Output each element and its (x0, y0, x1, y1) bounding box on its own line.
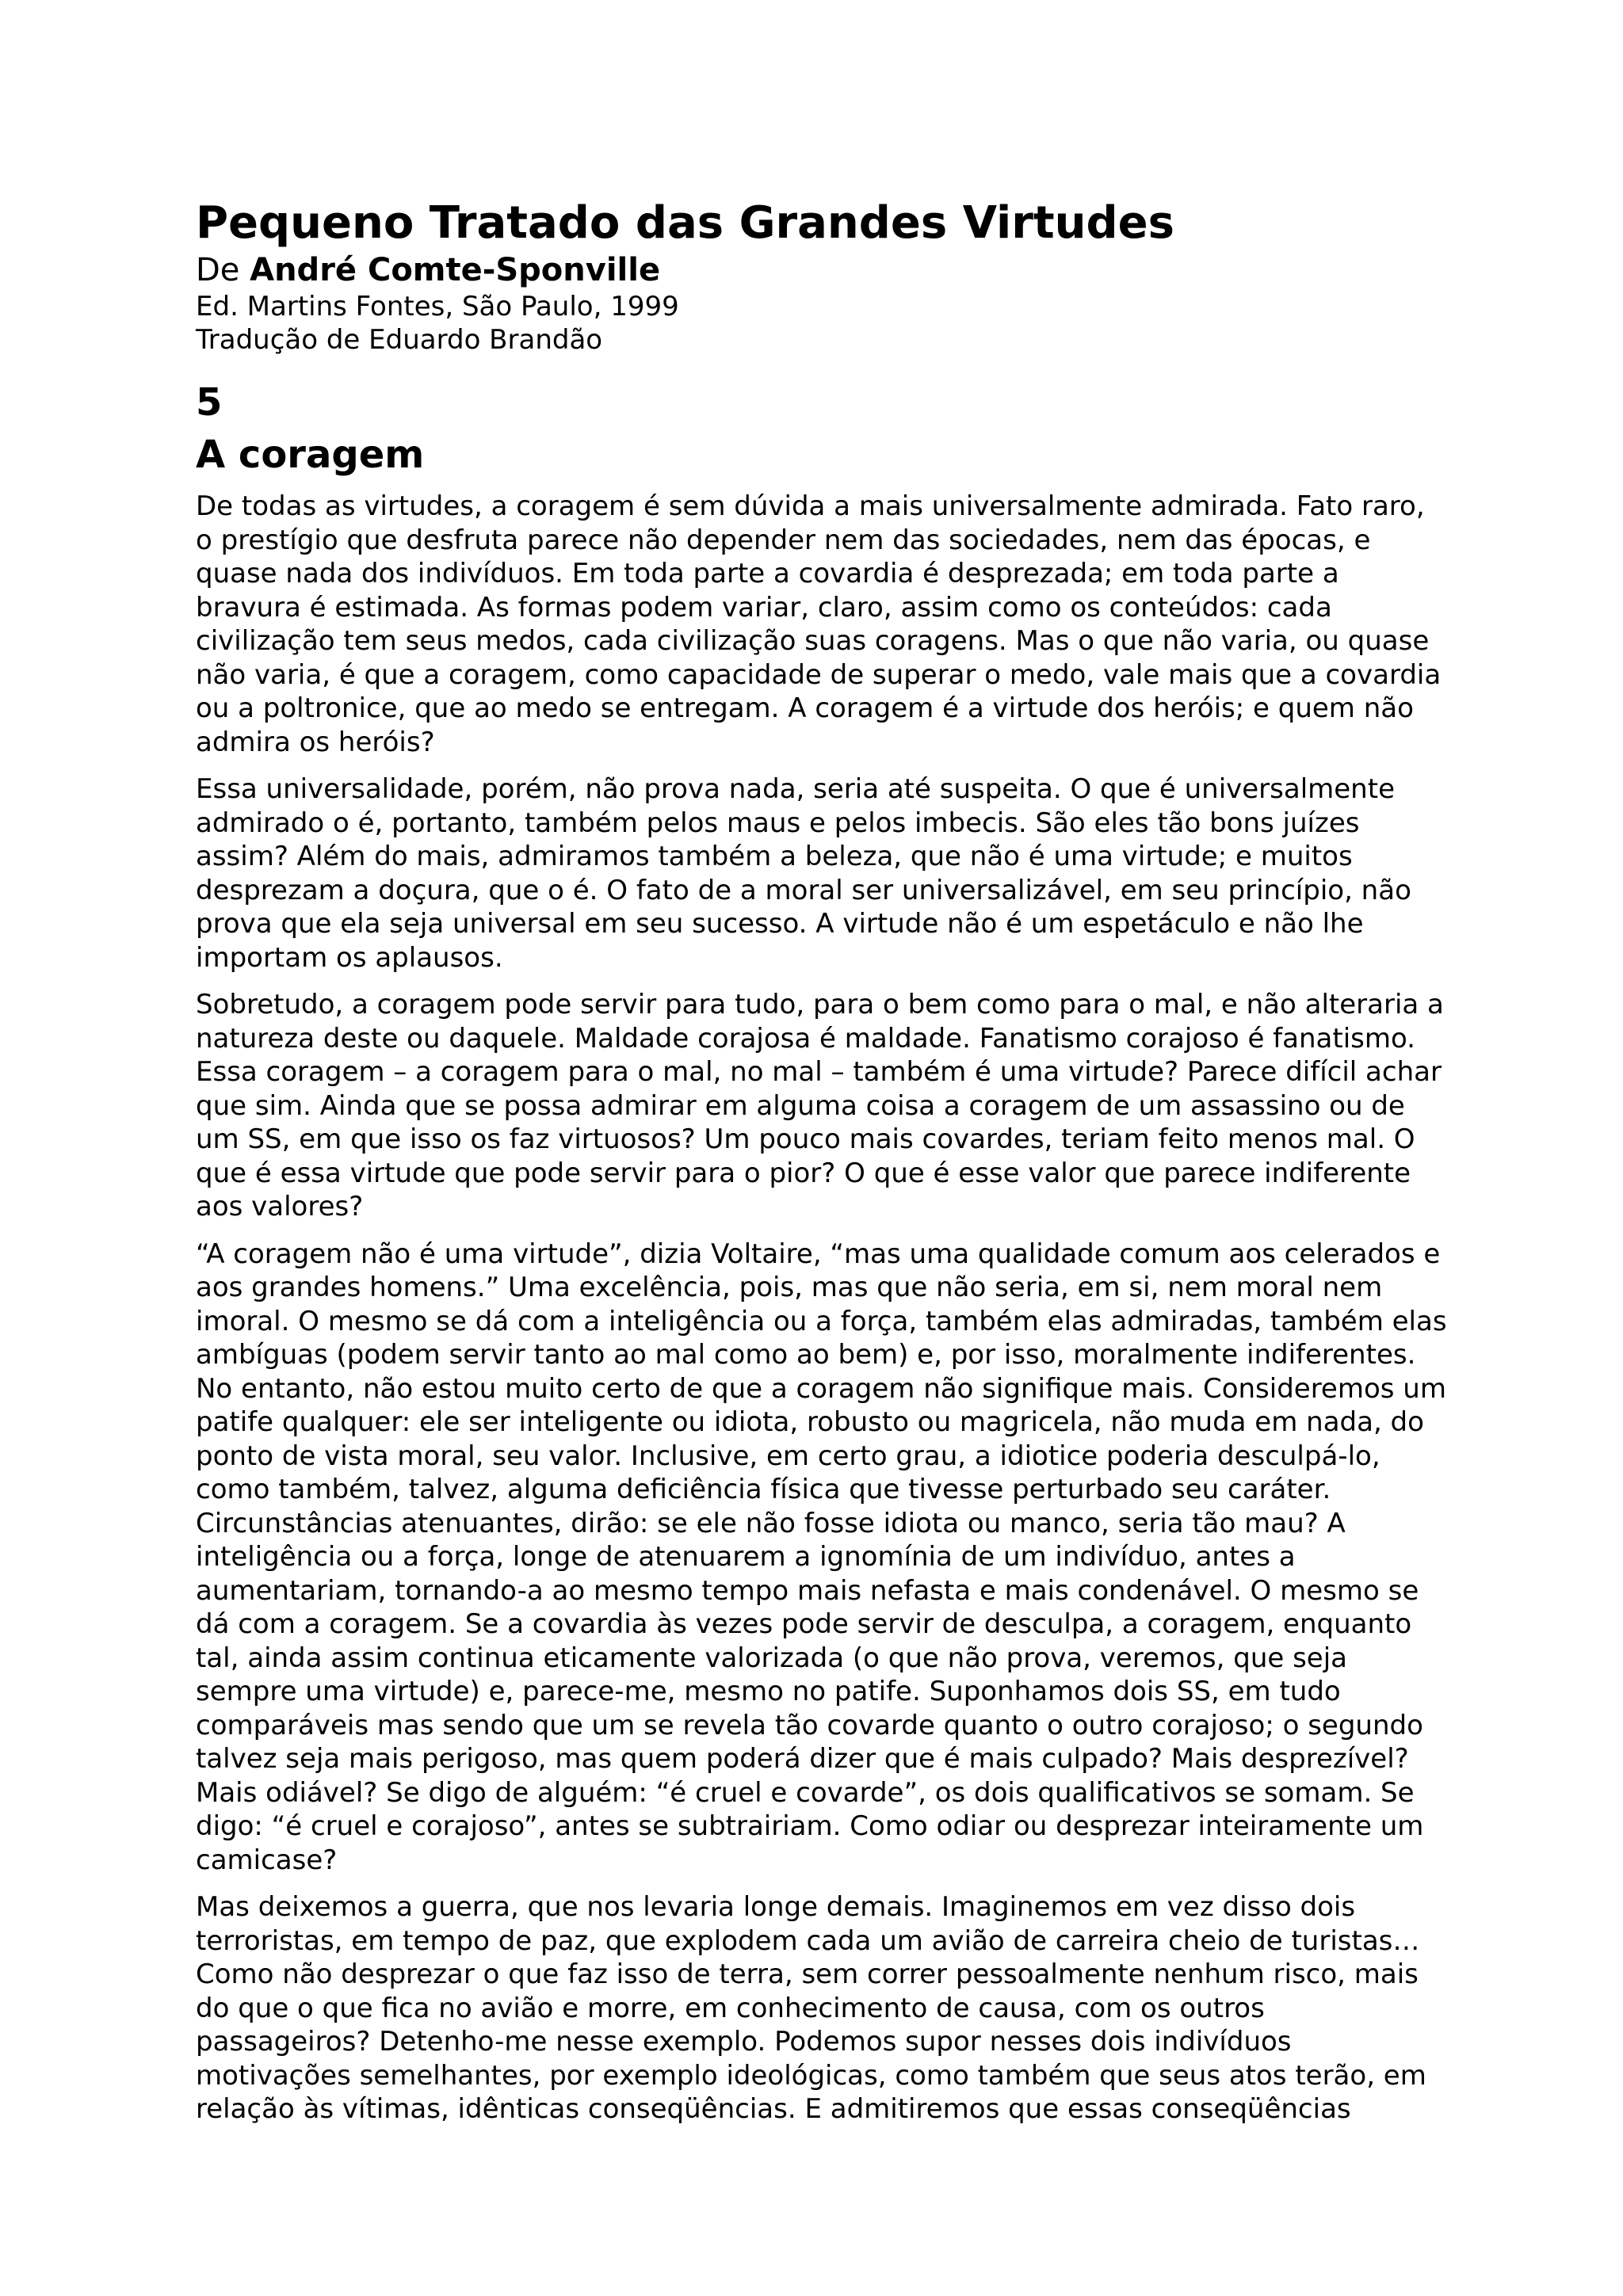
paragraph-5: Mas deixemos a guerra, que nos levaria longe demais. Imaginemos em vez disso dois terroristas, em tempo de paz, que explodem cada um avião de carreira cheio de turistas… Como não desprezar o que faz isso de terra, sem correr pessoalmente nenhum risco, mais do que o que fica no avião e morre, em conhecimento de causa, com os outros passageiros? Detenho-me nesse exemplo. Podemos supor nesses dois indivíduos motivações semelhantes, por exemplo ideológicas, como também que seus atos terão, em relação às vítimas, idênticas conseqüências. E admitiremos que essas conseqüências (196, 1891, 1426, 2125)
paragraph-3: Sobretudo, a coragem pode servir para tudo, para o bem como para o mal, e não alteraria a natureza deste ou daquele. Maldade corajosa é maldade. Fanatismo corajoso é fanatismo. Essa coragem – a coragem para o mal, no mal – também é uma virtude? Parece difícil achar que sim. Ainda que se possa admirar em alguma coisa a coragem de um assassino ou de um SS, em que isso os faz virtuosos? Um pouco mais covardes, teriam feito menos mal. O que é essa virtude que pode servir para o pior? O que é esse valor que parece indiferente aos valores? (196, 989, 1444, 1222)
paragraph-4: “A coragem não é uma virtude”, dizia Voltaire, “mas uma qualidade comum aos celerados e aos grandes homens.” Uma excelência, pois, mas que não seria, em si, nem moral nem imoral. O mesmo se dá com a inteligência ou a força, também elas admiradas, também elas ambíguas (podem servir tanto ao mal como ao bem) e, por isso, moralmente indiferentes. No entanto, não estou muito certo de que a coragem não signifique mais. Consideremos um patife qualquer: ele ser inteligente ou idiota, robusto ou magricela, não muda em nada, do ponto de vista moral, seu valor. Inclusive, em certo grau, a idiotice poderia desculpá-lo, como também, talvez, alguma deficiência física que tivesse perturbado seu caráter. Circunstâncias atenuantes, dirão: se ele não fosse idiota ou manco, seria tão mau? A inteligência ou a força, longe de atenuarem a ignomínia de um indivíduo, antes a aumentariam, tornando-a ao mesmo tempo mais nefasta e mais condenável. O mesmo se dá com a coragem. Se a covardia às vezes pode servir de desculpa, a coragem, enquanto tal, ainda assim continua eticamente valorizada (o que não prova, veremos, que seja sempre uma virtude) e, parece-me, mesmo no patife. Suponhamos dois SS, em tudo comparáveis mas sendo que um se revela tão covarde quanto o outro corajoso; o segundo talvez seja mais perigoso, mas quem poderá dizer que é mais culpado? Mais desprezível? Mais odiável? Se digo de alguém: “é cruel e covarde”, os dois qualificativos se somam. Se digo: “é cruel e corajoso”, antes se subtrairiam. Como odiar ou desprezar inteiramente um camicase? (196, 1238, 1447, 1876)
author-line (196, 250, 1448, 290)
chapter-title: A coragem (196, 433, 425, 477)
publisher-info: Ed. Martins Fontes, São Paulo, 1999 (196, 291, 679, 322)
translation-info: Tradução de Eduardo Brandão (196, 324, 603, 356)
paragraph-2: Essa universalidade, porém, não prova nada, seria até suspeita. O que é universalmente admirado o é, portanto, também pelos maus e pelos imbecis. São eles tão bons juízes assim? Além do mais, admiramos também a beleza, que não é uma virtude; e muitos desprezam a doçura, que o é. O fato de a moral ser universalizável, em seu princípio, não prova que ela seja universal em seu sucesso. A virtude não é um espetáculo e não lhe importam os aplausos. (196, 773, 1411, 974)
document-page (196, 196, 1448, 2140)
book-title: Pequeno Tratado das Grandes Virtudes (196, 197, 1174, 249)
chapter-number: 5 (196, 380, 223, 425)
paragraph-1: De todas as virtudes, a coragem é sem dúvida a mais universalmente admirada. Fato raro, o prestígio que desfruta parece não depender nem das sociedades, nem das épocas, e quase nada dos indivíduos. Em toda parte a covardia é desprezada; em toda parte a bravura é estimada. As formas podem variar, claro, assim como os conteúdos: cada civilização tem seus medos, cada civilização suas coragens. Mas o que não varia, ou quase não varia, é que a coragem, como capacidade de superar o medo, vale mais que a covardia ou a poltronice, que ao medo se entregam. A coragem é a virtude dos heróis; e quem não admira os heróis? (196, 490, 1442, 758)
author-name: André Comte-Sponville (250, 252, 661, 288)
author-prefix: De (196, 252, 250, 288)
